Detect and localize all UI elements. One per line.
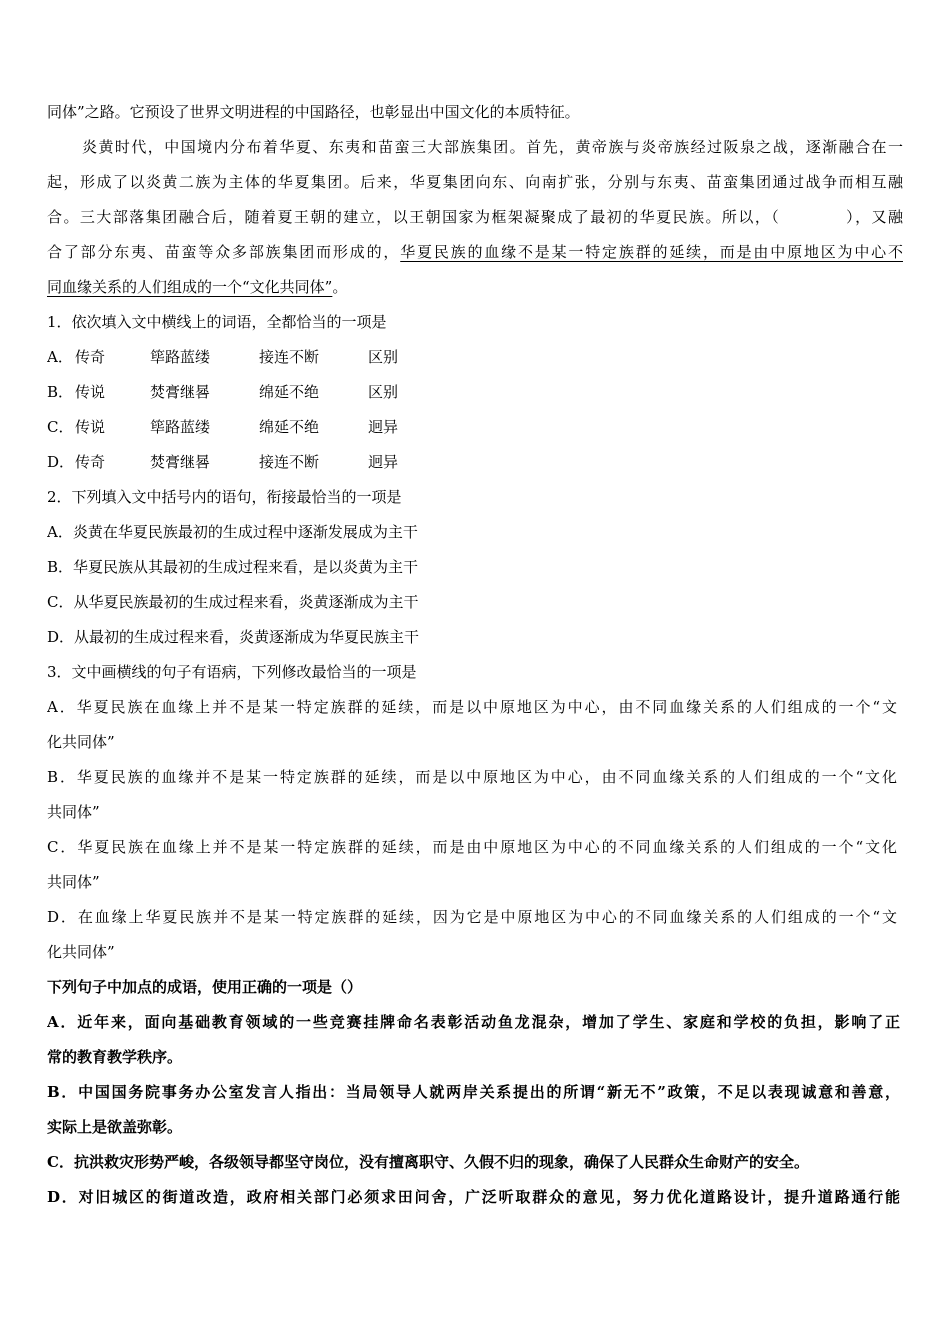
passage-text: 合了部分东夷、苗蛮等众多部族集团而形成的，: [47, 243, 401, 261]
dotted-idiom: 欲盖弥彰: [107, 1118, 168, 1136]
option-text: 炎黄在华夏民族最初的生成过程中逐渐发展成为主干: [72, 523, 418, 541]
passage-line: 合。三大部落集团融合后，随着夏王朝的建立，以王朝国家为框架凝聚成了最初的华夏民族。所以，（ ），又融: [47, 208, 903, 226]
question-4-option-a: [47, 1005, 900, 1040]
option-text: ，广泛听取群众的意见，努力优化道路设计，提升道路通行能: [448, 1188, 900, 1206]
underlined-sentence: 同血缘关系的人们组成的一个“文化共同体”: [47, 278, 333, 296]
question-3-option-a-cont: 化共同体”: [47, 733, 115, 751]
option-word: 焚膏继晷: [150, 453, 211, 471]
dotted-idiom: 久假不归: [463, 1153, 524, 1171]
option-label: A．: [47, 348, 73, 366]
option-text: 近年来，面向基础教育领域的一些竞赛挂牌命名表彰活动: [77, 1013, 498, 1031]
option-label: B．: [47, 1083, 79, 1101]
passage-line: [47, 270, 903, 305]
passage-line: 起，形成了以炎黄二族为主体的华夏集团。后来，华夏集团向东、向南扩张，分别与东夷、苗蛮集团通过战争而相互融: [47, 173, 903, 191]
option-label: C．: [47, 418, 74, 436]
question-2-option-d: [47, 620, 897, 655]
option-label: D．: [47, 628, 75, 646]
option-text: 华夏民族在血缘上并不是某一特定族群的延续，而是由中原地区为中心的不同血缘关系的人们组成的一个“文化: [77, 838, 897, 856]
question-4-stem: 下列句子中加点的成语，使用正确的一项是（）: [47, 978, 363, 996]
option-word: 筚路蓝缕: [150, 418, 211, 436]
question-3-option-b-cont: 共同体”: [47, 803, 100, 821]
option-text: 从华夏民族最初的生成过程来看，炎黄逐渐成为主干: [73, 593, 419, 611]
question-1-option-b: [47, 375, 897, 410]
page-content: [47, 95, 903, 1215]
option-label: C．: [47, 1153, 74, 1171]
option-text: 实际上是: [47, 1118, 108, 1136]
question-2-stem: 2．下列填入文中括号内的语句，衔接最恰当的一项是: [47, 488, 402, 506]
passage-line: [47, 235, 903, 270]
option-label: D．: [47, 453, 75, 471]
question-1-option-d: [47, 445, 897, 480]
option-word: 接连不断: [259, 348, 320, 366]
option-word: 传说: [75, 383, 106, 401]
option-word: 迥异: [368, 453, 399, 471]
option-label: C．: [47, 838, 78, 856]
option-label: A．: [47, 1013, 78, 1031]
passage-line: 同体”之路。它预设了世界文明进程的中国路径，也彰显出中国文化的本质特征。: [47, 103, 580, 121]
question-4-option-a-cont: 常的教育教学秩序。: [47, 1048, 183, 1066]
option-word: 接连不断: [259, 453, 320, 471]
question-4-option-c: [47, 1145, 900, 1180]
option-word: 传奇: [75, 348, 106, 366]
option-word: 筚路蓝缕: [150, 348, 211, 366]
question-4-option-b-cont: [47, 1110, 900, 1145]
option-text: 对旧城区的街道改造，政府相关部门必须: [78, 1188, 381, 1206]
question-2-option-b: [47, 550, 897, 585]
question-3-option-d: [47, 900, 897, 935]
option-text: 华夏民族在血缘上并不是某一特定族群的延续，而是以中原地区为中心，由不同血缘关系的人们组成的一个“文: [76, 698, 897, 716]
question-3-option-c-cont: 共同体”: [47, 873, 100, 891]
option-text: 华夏民族的血缘并不是某一特定族群的延续，而是以中原地区为中心，由不同血缘关系的人们组成的一个“文化: [76, 768, 897, 786]
question-1-option-c: [47, 410, 897, 445]
option-label: C．: [47, 593, 74, 611]
option-text: 从最初的生成过程来看，炎黄逐渐成为华夏民族主干: [74, 628, 420, 646]
option-text: 的现象，确保了人民群众生命财产的安全。: [523, 1153, 809, 1171]
dotted-idiom: 鱼龙混杂: [497, 1013, 566, 1031]
option-text: ，增加了学生、家庭和学校的负担，影响了正: [565, 1013, 900, 1031]
option-text: 。: [167, 1118, 183, 1136]
option-label: B．: [47, 768, 77, 786]
option-word: 绵延不绝: [259, 383, 320, 401]
option-label: D．: [47, 1188, 79, 1206]
question-3-stem: 3．文中画横线的句子有语病，下列修改最恰当的一项是: [47, 663, 417, 681]
question-3-option-c: [47, 830, 897, 865]
passage-line: 炎黄时代，中国境内分布着华夏、东夷和苗蛮三大部族集团。首先，黄帝族与炎帝族经过阪泉之战，逐渐融合在一: [82, 138, 903, 156]
option-word: 焚膏继晷: [150, 383, 211, 401]
question-3-option-b: [47, 760, 897, 795]
option-label: B．: [47, 558, 74, 576]
option-word: 区别: [368, 348, 399, 366]
option-text: 华夏民族从其最初的生成过程来看，是以炎黄为主干: [73, 558, 419, 576]
question-3-option-a: [47, 690, 897, 725]
option-word: 传说: [75, 418, 106, 436]
underlined-sentence: 华夏民族的血缘不是某一特定族群的延续，而是由中原地区为中心不: [400, 243, 903, 261]
question-2-option-a: [47, 515, 897, 550]
option-word: 传奇: [75, 453, 106, 471]
option-word: 绵延不绝: [259, 418, 320, 436]
question-4-option-b: [47, 1075, 900, 1110]
option-text: 中国国务院事务办公室发言人指出：当局领导人就两岸关系提出的所谓“新无不”政策，不足以表现诚意和善意，: [78, 1083, 900, 1101]
option-label: A．: [47, 698, 77, 716]
question-1-stem: 1．依次填入文中横线上的词语，全都恰当的一项是: [47, 313, 387, 331]
dotted-idiom: 求田问舍: [381, 1188, 449, 1206]
passage-text: 。: [332, 278, 348, 296]
option-word: 区别: [368, 383, 399, 401]
question-4-option-d: [47, 1180, 900, 1215]
option-text: 在血缘上华夏民族并不是某一特定族群的延续，因为它是中原地区为中心的不同血缘关系的人们组成的一个“文: [77, 908, 897, 926]
option-text: 抗洪救灾形势严峻，各级领导都坚守岗位，没有擅离职守、: [73, 1153, 464, 1171]
question-1-option-a: [47, 340, 897, 375]
option-label: D．: [47, 908, 78, 926]
option-label: B．: [47, 383, 74, 401]
option-label: A．: [47, 523, 73, 541]
question-3-option-d-cont: 化共同体”: [47, 943, 115, 961]
question-2-option-c: [47, 585, 897, 620]
option-word: 迥异: [368, 418, 399, 436]
